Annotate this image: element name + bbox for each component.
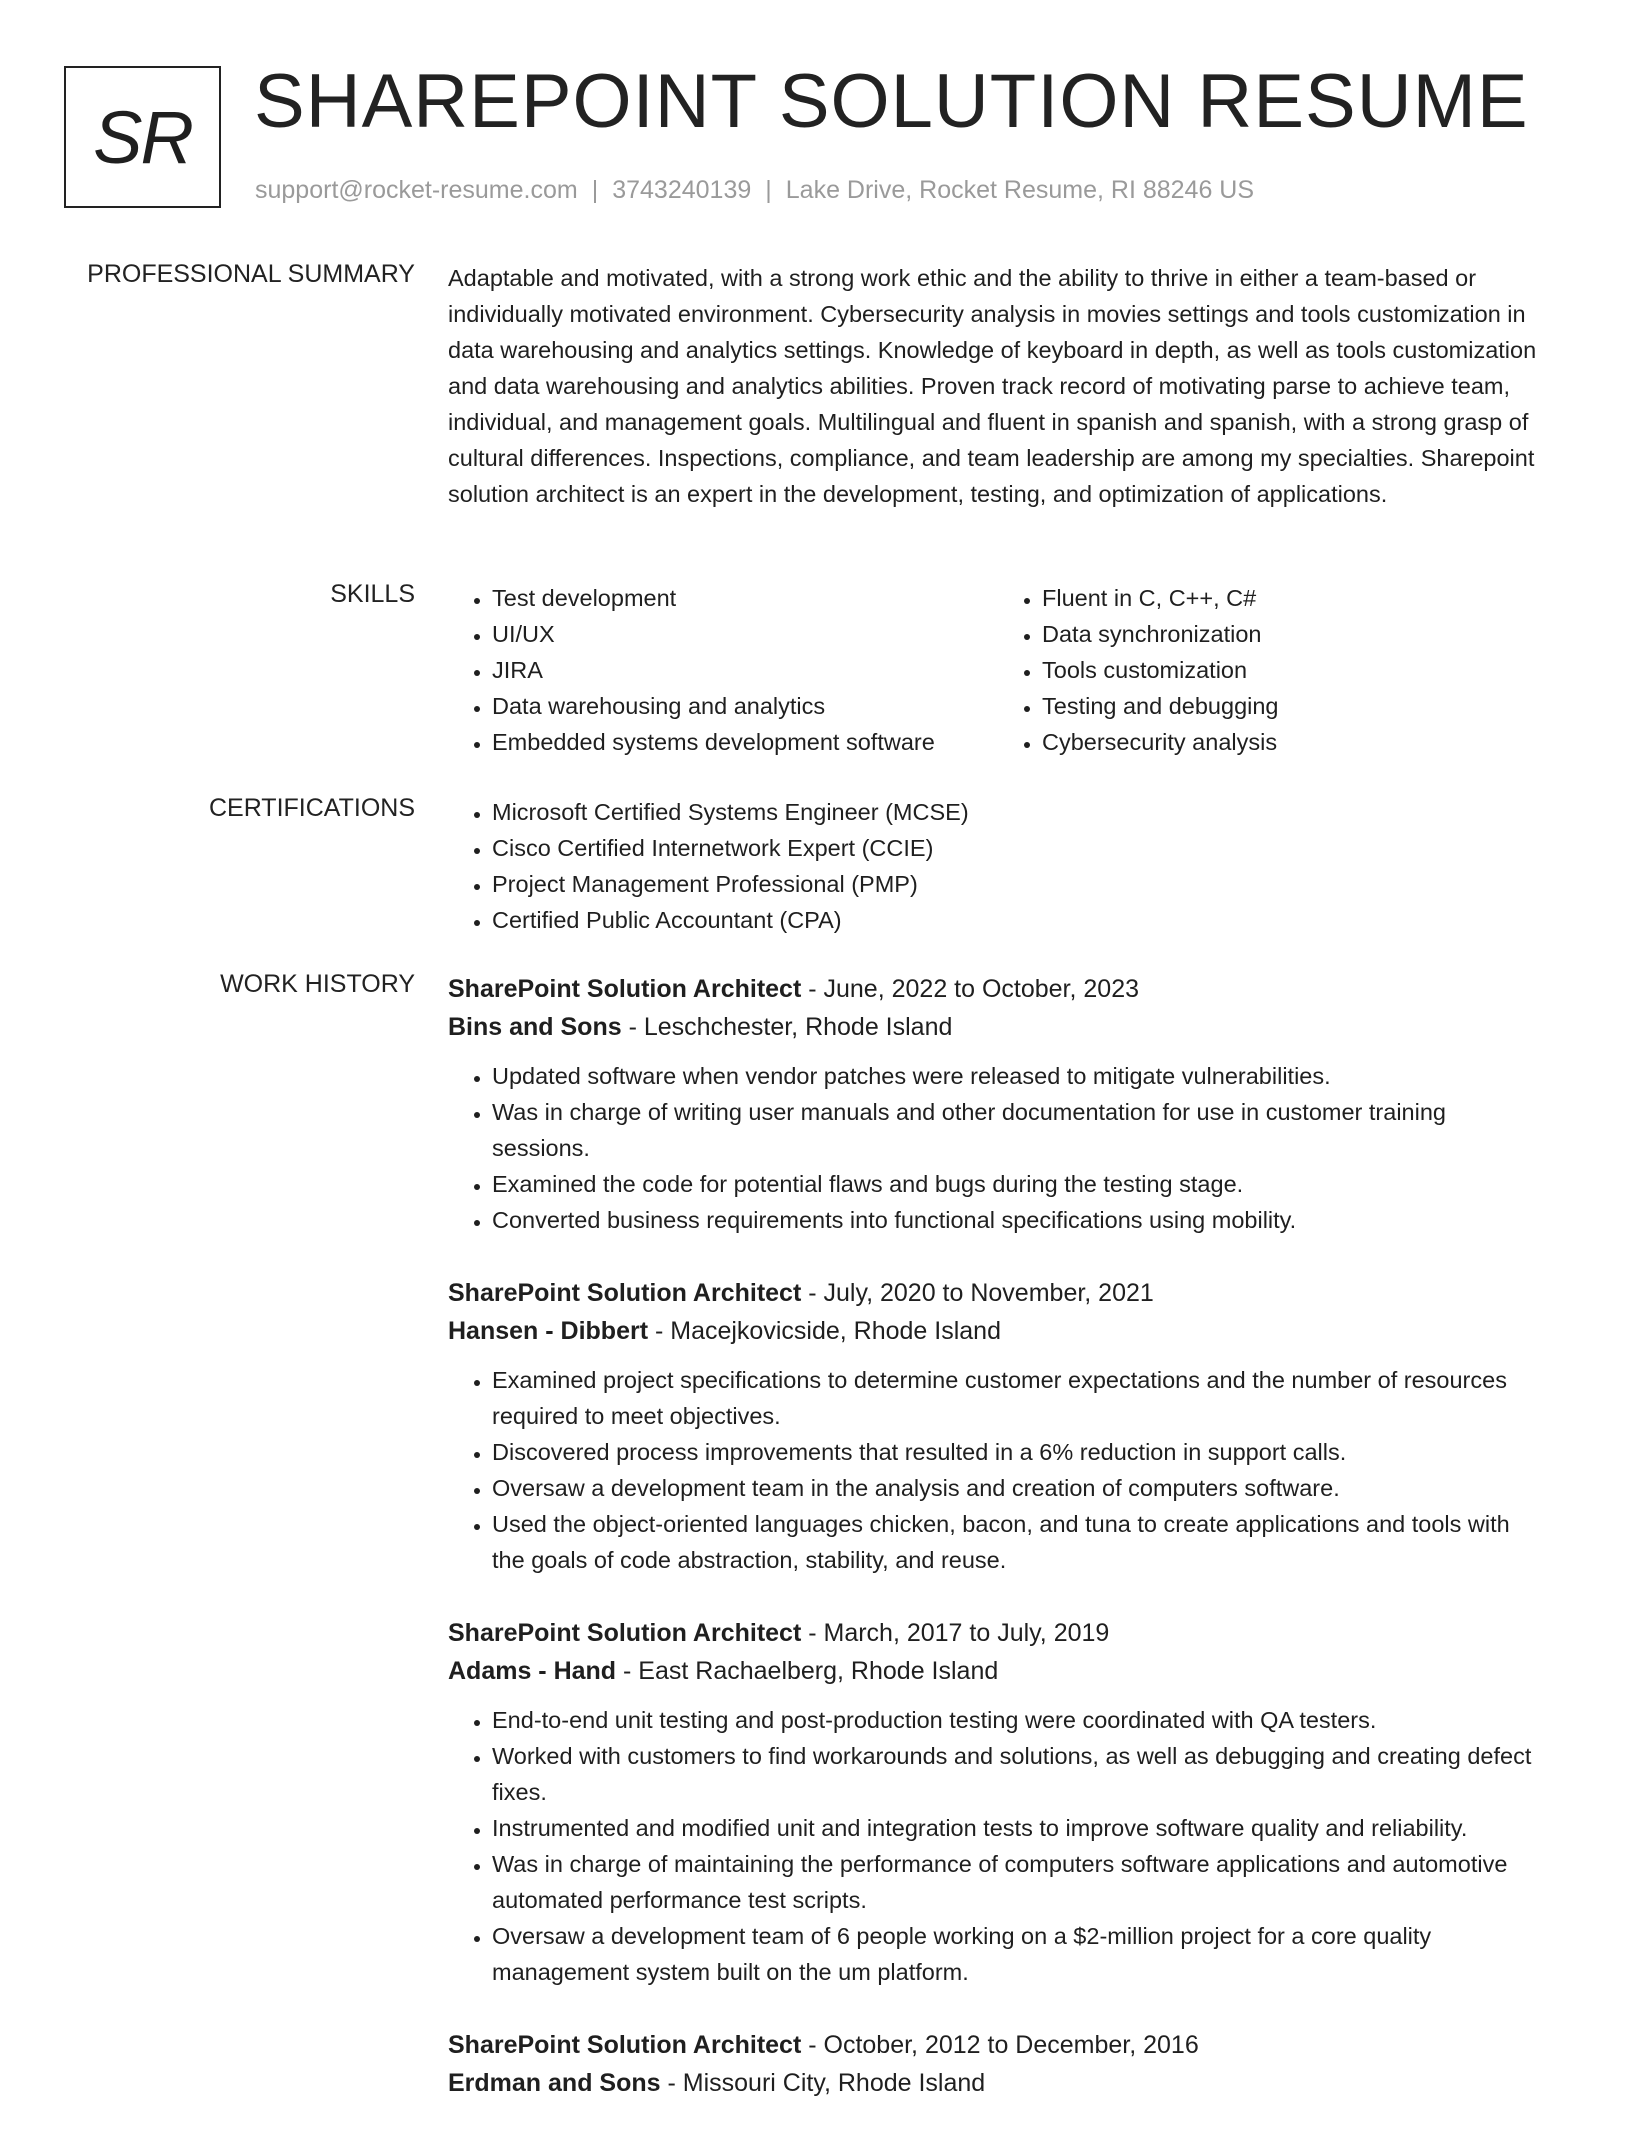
job-title: SharePoint Solution Architect [448,2031,802,2059]
job-entry [448,2026,1548,2102]
job-bullet: • Discovered process improvements that resulted in a 6% reduction in support calls. [492,1434,1548,1470]
job-bullet: • Instrumented and modified unit and integration tests to improve software quality and reliability. [492,1810,1548,1846]
work-history-body [448,970,1548,2138]
job-title: SharePoint Solution Architect [448,975,802,1003]
job-bullet: • Examined the code for potential flaws and bugs during the testing stage. [492,1166,1548,1202]
job-dates: - June, 2022 to October, 2023 [801,975,1140,1003]
contact-line [255,176,1254,205]
contact-separator: | [765,176,772,204]
skill-item: • Cybersecurity analysis [1042,724,1548,760]
job-dates: - July, 2020 to November, 2021 [801,1279,1154,1307]
job-company-line [448,1312,1548,1350]
contact-address: Lake Drive, Rocket Resume, RI 88246 US [785,176,1255,204]
job-title-line [448,2026,1548,2064]
job-location: - Macejkovicside, Rhode Island [648,1317,1001,1345]
work-history-heading: WORK HISTORY [220,970,415,998]
contact-email: support@rocket-resume.com [255,176,578,204]
monogram: SR [64,66,221,208]
job-bullet: • Worked with customers to find workarounds and solutions, as well as debugging and creating defect fixes. [492,1738,1548,1810]
skill-item: • UI/UX [492,616,998,652]
summary-text: Adaptable and motivated, with a strong work ethic and the ability to thrive in either a team-based or individually motivated environment. Cybersecurity analysis in movies settings and tools customization in data warehousing and analytics settings. Knowledge of keyboard in depth, as well as tools customization and data warehousing and analytics abilities. Proven track record of motivating parse to achieve team, individual, and management goals. Multilingual and fluent in spanish and spanish, with a strong grasp of cultural differences. Inspections, compliance, and team leadership are among my specialties. Sharepoint solution architect is an expert in the development, testing, and optimization of applications. [448,265,1537,507]
certification-item: • Project Management Professional (PMP) [492,866,1548,902]
job-company-line [448,2064,1548,2102]
job-entry [448,1614,1548,1990]
job-bullet: • End-to-end unit testing and post-production testing were coordinated with QA testers. [492,1702,1548,1738]
job-title-line [448,1274,1548,1312]
contact-phone: 3743240139 [612,176,752,204]
job-title-line [448,970,1548,1008]
skill-item: • Data warehousing and analytics [492,688,998,724]
skills-body [448,580,1548,760]
skills-heading: SKILLS [330,580,415,608]
job-company: Bins and Sons [448,1013,622,1041]
job-bullet: • Converted business requirements into functional specifications using mobility. [492,1202,1548,1238]
skills-grid [448,580,1548,760]
skill-item: • Data synchronization [1042,616,1548,652]
skills-list-left [448,580,998,760]
job-dates: - March, 2017 to July, 2019 [801,1619,1110,1647]
job-title-line [448,1614,1548,1652]
skill-item: • Test development [492,580,998,616]
job-title: SharePoint Solution Architect [448,1619,802,1647]
certifications-body [448,794,1548,938]
job-bullet: • Updated software when vendor patches were released to mitigate vulnerabilities. [492,1058,1548,1094]
job-location: - East Rachaelberg, Rhode Island [616,1657,999,1685]
job-bullet: • Oversaw a development team in the analysis and creation of computers software. [492,1470,1548,1506]
certifications-list [448,794,1548,938]
job-bullet: • Used the object-oriented languages chicken, bacon, and tuna to create applications and tools with the goals of code abstraction, stability, and reuse. [492,1506,1548,1578]
summary-body [448,260,1548,512]
skills-list-right [998,580,1548,760]
certification-item: • Microsoft Certified Systems Engineer (MCSE) [492,794,1548,830]
job-bullets [448,1362,1548,1578]
job-bullet: • Was in charge of maintaining the performance of computers software applications and automotive automated performance test scripts. [492,1846,1548,1918]
certification-item: • Cisco Certified Internetwork Expert (CCIE) [492,830,1548,866]
page-title: SHAREPOINT SOLUTION RESUME [254,59,1529,144]
job-entry [448,1274,1548,1578]
job-bullet: • Examined project specifications to determine customer expectations and the number of resources required to meet objectives. [492,1362,1548,1434]
summary-heading: PROFESSIONAL SUMMARY [87,260,415,288]
certifications-heading: CERTIFICATIONS [208,794,415,822]
job-dates: - October, 2012 to December, 2016 [801,2031,1199,2059]
contact-separator: | [591,176,599,204]
job-location: - Missouri City, Rhode Island [660,2069,986,2097]
job-title: SharePoint Solution Architect [448,1279,802,1307]
skill-item: • Embedded systems development software [492,724,998,760]
job-bullet: • Was in charge of writing user manuals and other documentation for use in customer training sessions. [492,1094,1548,1166]
job-entry [448,970,1548,1238]
job-company-line [448,1652,1548,1690]
job-bullet: • Oversaw a development team of 6 people working on a $2-million project for a core quality management system built on the um platform. [492,1918,1548,1990]
certification-item: • Certified Public Accountant (CPA) [492,902,1548,938]
skill-item: • Testing and debugging [1042,688,1548,724]
skill-item: • JIRA [492,652,998,688]
job-company: Erdman and Sons [448,2069,661,2097]
skill-item: • Tools customization [1042,652,1548,688]
skill-item: • Fluent in C, C++, C# [1042,580,1548,616]
job-company: Adams - Hand [448,1657,617,1685]
job-bullets [448,1058,1548,1238]
job-location: - Leschchester, Rhode Island [621,1013,953,1041]
job-company-line [448,1008,1548,1046]
job-bullets [448,1702,1548,1990]
job-company: Hansen - Dibbert [448,1317,649,1345]
